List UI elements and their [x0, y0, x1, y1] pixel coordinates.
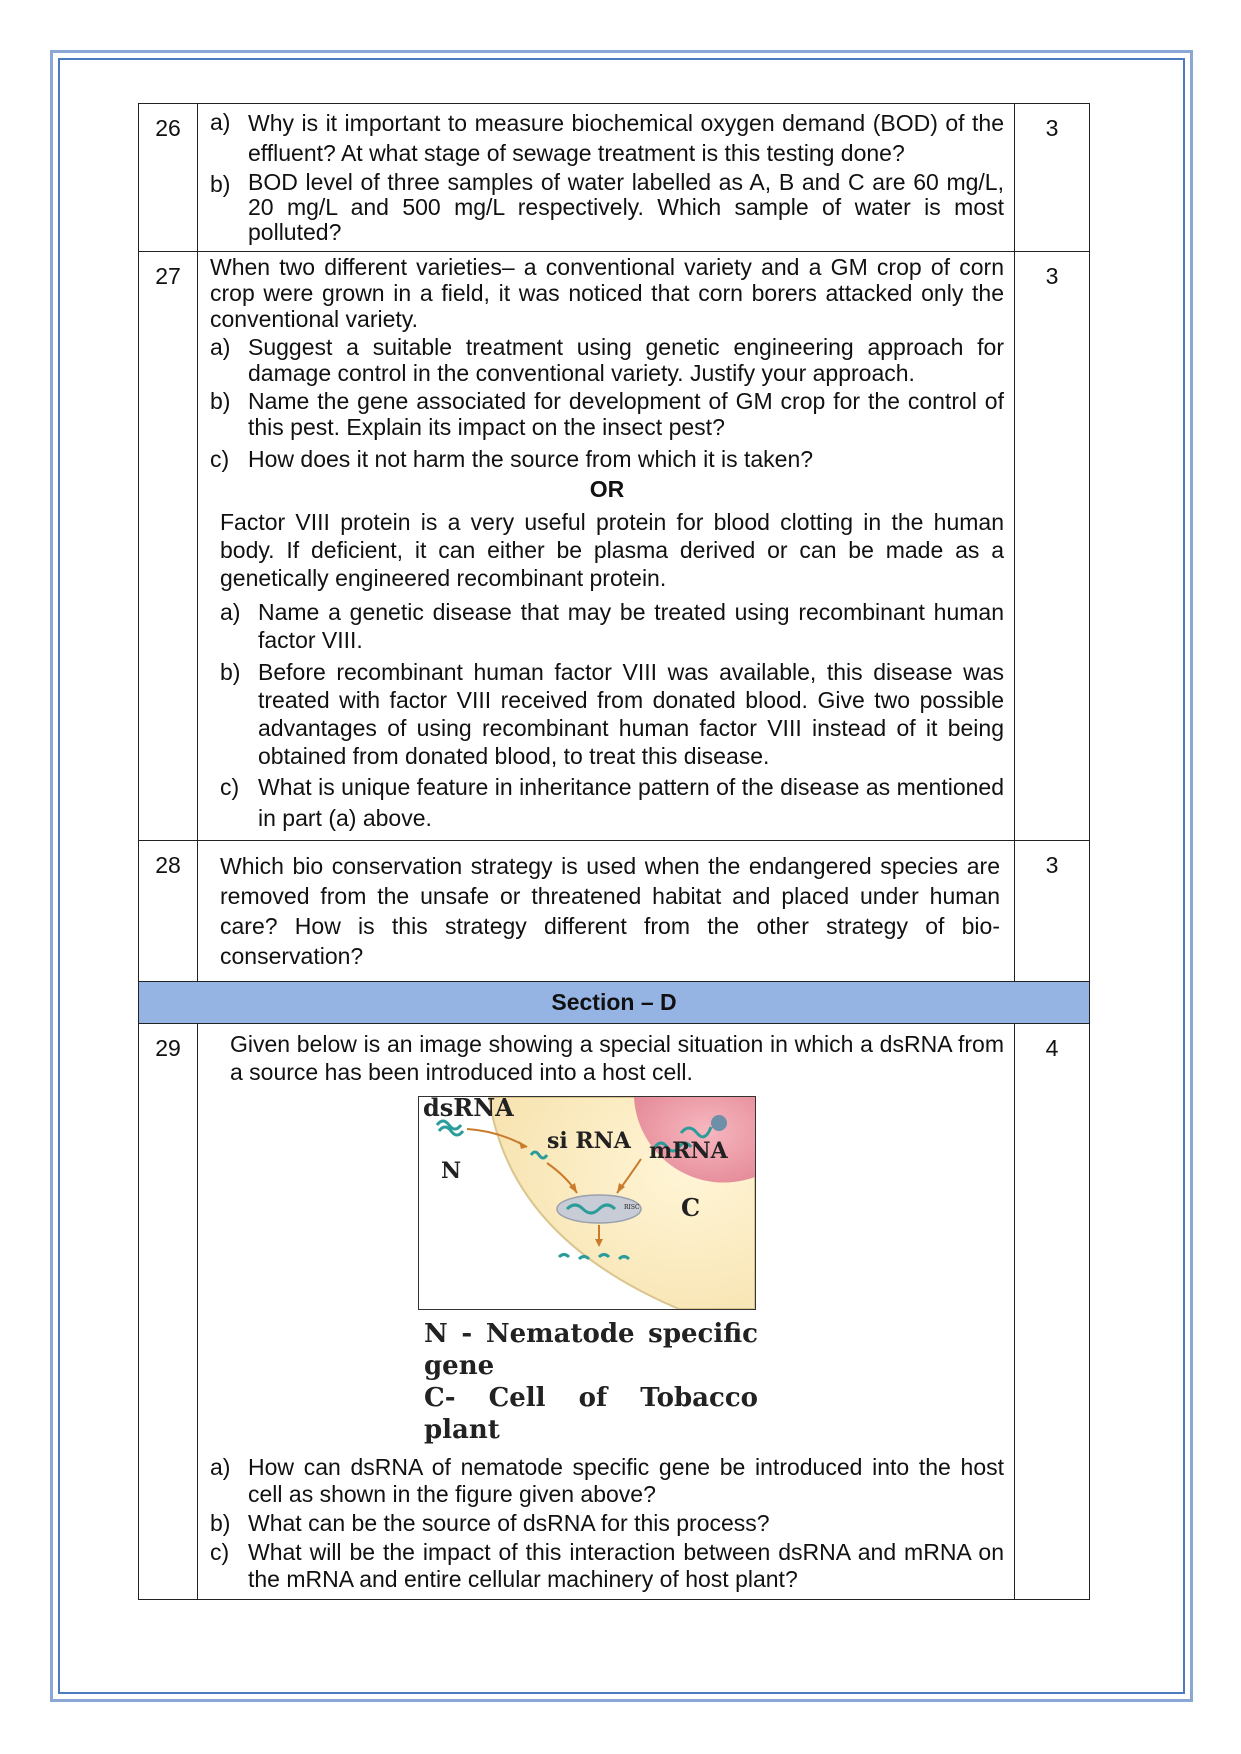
question-number: 26 [139, 104, 198, 252]
part-text: Before recombinant human factor VIII was available, this disease was treated with factor VIII received from donated blood. Give two possible advantages of using recombinant human factor VIII instead of it being obtained from donated blood, to treat this disease. [258, 659, 1004, 769]
part-text: Name a genetic disease that may be treated using recombinant human factor VIII. [258, 599, 1004, 653]
question-row-27 [139, 252, 1090, 841]
part-text: What can be the source of dsRNA for this process? [248, 1510, 770, 1536]
label-sirna: si RNA [547, 1128, 631, 1154]
question-marks: 3 [1015, 252, 1090, 841]
part-label: b) [210, 388, 231, 414]
part-label: a) [220, 599, 241, 625]
degraded-mrna [579, 1257, 589, 1260]
label-c: C [681, 1193, 701, 1222]
caption-line: C- Cell of Tobacco plant [424, 1383, 758, 1445]
question-stem: When two different varieties– a conventional variety and a GM crop of corn crop were grown in a field, it was noticed that corn borers attacked only the conventional variety. [210, 254, 1004, 332]
part-label: b) [210, 1510, 231, 1536]
or-divider: OR [589, 476, 625, 502]
section-title: Section – D [139, 982, 1090, 1024]
degraded-mrna [559, 1255, 569, 1258]
question-marks: 3 [1015, 104, 1090, 252]
part-text: What will be the impact of this interaction between dsRNA and mRNA on the mRNA and entire cellular machinery of host plant? [248, 1539, 1004, 1592]
question-row-26 [139, 104, 1090, 252]
part-text: Name the gene associated for development of GM crop for the control of this pest. Explain its impact on the insect pest? [248, 388, 1004, 440]
question-number: 28 [139, 841, 198, 982]
question-body [198, 1024, 1015, 1600]
caption-line: N - Nematode specific gene [424, 1319, 758, 1381]
question-row-29 [139, 1024, 1090, 1600]
question-part [210, 446, 1004, 472]
ribosome [711, 1115, 727, 1131]
part-text: Suggest a suitable treatment using genetic engineering approach for damage control in the conventional variety. Justify your approach. [248, 334, 1004, 386]
question-number: 27 [139, 252, 198, 841]
figure-caption [424, 1318, 758, 1446]
question-table [138, 103, 1090, 1600]
question-part [210, 170, 1004, 245]
alternative-question [210, 508, 1004, 834]
question-body [198, 252, 1015, 841]
part-label: c) [220, 774, 240, 800]
alternative-stem: Factor VIII protein is a very useful protein for blood clotting in the human body. If deficient, it can either be plasma derived or can be made as a genetically engineered recombinant protein. [220, 509, 1004, 591]
part-label: a) [210, 1454, 231, 1480]
question-part [210, 1454, 1004, 1508]
question-part [210, 334, 1004, 386]
label-dsrna: dsRNA [423, 1096, 514, 1122]
question-part [210, 108, 1004, 168]
label-n: N [441, 1158, 462, 1184]
part-label: c) [210, 446, 230, 472]
part-label: a) [210, 334, 231, 360]
question-row-28 [139, 841, 1090, 982]
part-text: Why is it important to measure biochemical oxygen demand (BOD) of the effluent? At what stage of sewage treatment is this testing done? [248, 110, 1004, 166]
question-body: Which bio conservation strategy is used when the endangered species are removed from the unsafe or threatened habitat and placed under human care? How is this strategy different from the other strategy of bio-conservation? [198, 841, 1015, 982]
question-marks: 3 [1015, 841, 1090, 982]
part-label: a) [210, 109, 231, 135]
question-marks: 4 [1015, 1024, 1090, 1600]
question-number: 29 [139, 1024, 198, 1600]
part-label: b) [210, 171, 231, 197]
rnai-figure [418, 1096, 758, 1446]
section-header-row [139, 982, 1090, 1024]
question-part [210, 388, 1004, 440]
alternative-part [220, 772, 1004, 834]
label-mrna: mRNA [649, 1138, 728, 1164]
question-part [210, 1539, 1004, 1593]
alternative-part [220, 598, 1004, 654]
question-stem: Given below is an image showing a special situation in which a dsRNA from a source has been introduced into a host cell. [230, 1031, 1004, 1085]
part-label: c) [210, 1539, 230, 1565]
part-label: b) [220, 659, 241, 685]
part-text: How does it not harm the source from which it is taken? [248, 446, 814, 472]
label-risc: RISC [624, 1204, 640, 1211]
part-text: How can dsRNA of nematode specific gene be introduced into the host cell as shown in the figure given above? [248, 1454, 1004, 1507]
alternative-part [220, 658, 1004, 770]
question-part [210, 1510, 1004, 1537]
part-text: BOD level of three samples of water labelled as A, B and C are 60 mg/L, 20 mg/L and 500 mg/L respectively. Which sample of water is most polluted? [248, 169, 1004, 245]
question-body [198, 104, 1015, 252]
rnai-diagram [418, 1096, 756, 1310]
part-text: What is unique feature in inheritance pattern of the disease as mentioned in part (a) above. [258, 774, 1004, 831]
